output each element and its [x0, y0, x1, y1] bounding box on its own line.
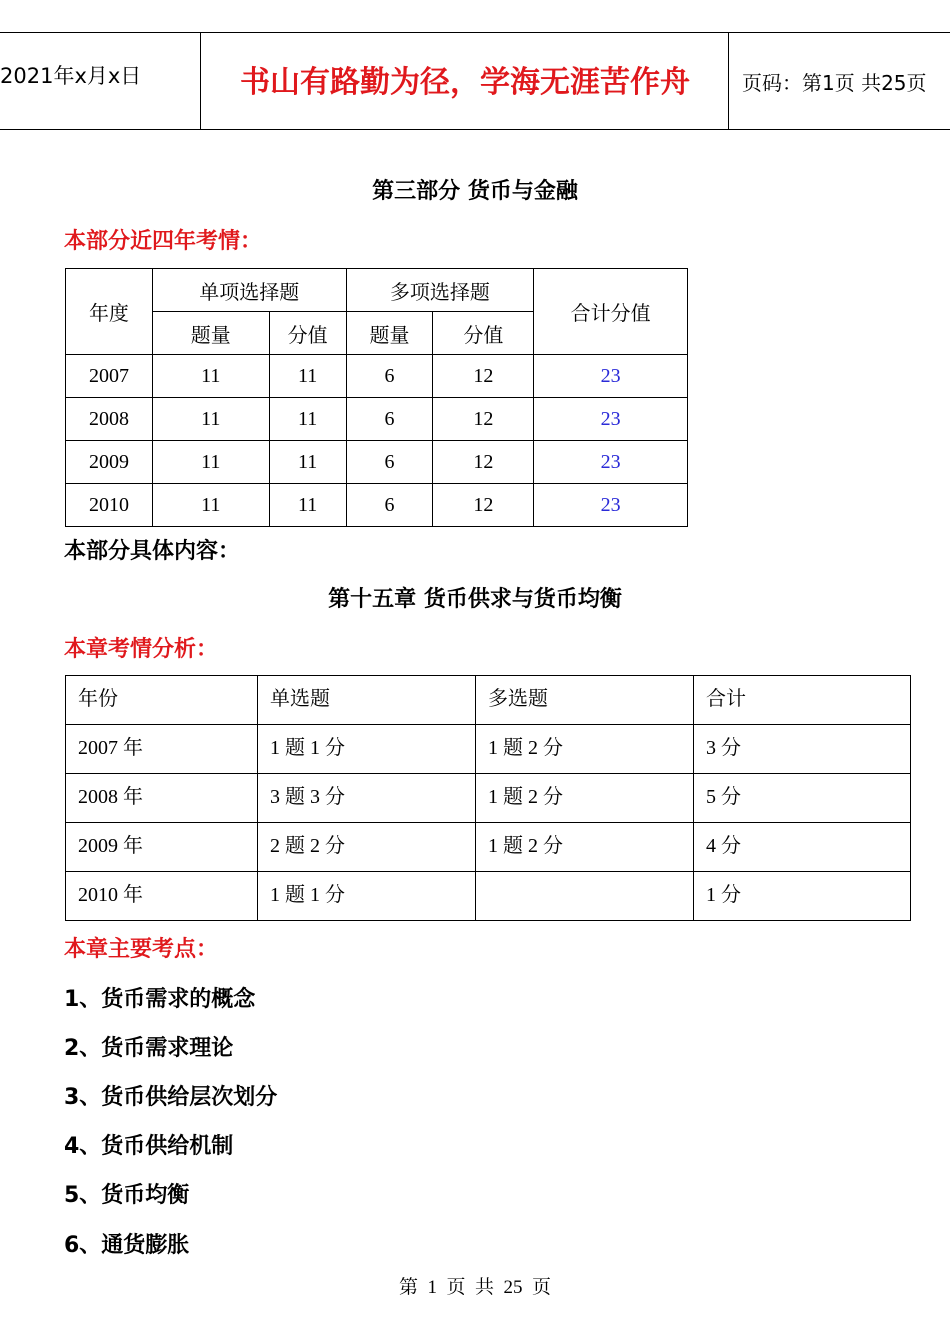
col-multi-header: 多项选择题: [346, 269, 534, 312]
cell-year: 2010 年: [66, 872, 258, 921]
cell-multi-score: 12: [433, 441, 534, 484]
header-motto: 书山有路勤为径，学海无涯苦作舟: [202, 33, 729, 129]
cell-single-count: 11: [152, 398, 269, 441]
cell-total: 5 分: [694, 774, 911, 823]
col-year-header: 年份: [66, 676, 258, 725]
cell-year: 2008: [66, 398, 153, 441]
cell-year: 2009: [66, 441, 153, 484]
cell-multi: 1 题 2 分: [476, 774, 694, 823]
cell-single: 2 题 2 分: [258, 823, 476, 872]
col-total-header: 合计: [694, 676, 911, 725]
cell-single-count: 11: [152, 355, 269, 398]
chapter-table: [65, 675, 911, 921]
cell-single-count: 11: [152, 484, 269, 527]
cell-multi-count: 6: [346, 484, 433, 527]
cell-year: 2008 年: [66, 774, 258, 823]
key-point-item: 6、通货膨胀: [64, 1233, 190, 1258]
cell-multi-count: 6: [346, 398, 433, 441]
table-row: [66, 774, 911, 823]
table-row: [66, 355, 688, 398]
sub-header-count: 题量: [346, 312, 433, 355]
cell-multi-score: 12: [433, 355, 534, 398]
cell-multi-count: 6: [346, 441, 433, 484]
cell-year: 2007: [66, 355, 153, 398]
key-point-item: 2、货币需求理论: [64, 1036, 234, 1061]
content-label: 本部分具体内容：: [64, 539, 241, 564]
key-point-item: 5、货币均衡: [64, 1183, 190, 1208]
cell-single: 1 题 1 分: [258, 725, 476, 774]
col-single-header: 单选题: [258, 676, 476, 725]
col-multi-header: 多选题: [476, 676, 694, 725]
chapter-analysis-label: 本章考情分析：: [64, 637, 219, 662]
cell-total: 1 分: [694, 872, 911, 921]
cell-single-count: 11: [152, 441, 269, 484]
header-page-info: 页码：第1页 共25页: [742, 71, 927, 95]
overview-table: [65, 268, 688, 527]
header-date: 2021年x月x日: [0, 33, 201, 129]
cell-single-score: 11: [269, 355, 346, 398]
table-row: [66, 484, 688, 527]
cell-total: 4 分: [694, 823, 911, 872]
key-points-label: 本章主要考点：: [64, 937, 219, 962]
cell-single: 3 题 3 分: [258, 774, 476, 823]
cell-single: 1 题 1 分: [258, 872, 476, 921]
col-single-header: 单项选择题: [152, 269, 346, 312]
sub-header-score: 分值: [269, 312, 346, 355]
cell-multi-score: 12: [433, 398, 534, 441]
table-row: [66, 823, 911, 872]
cell-total: 23: [534, 398, 688, 441]
table-header-row: [66, 676, 911, 725]
table-row: [66, 725, 911, 774]
cell-year: 2007 年: [66, 725, 258, 774]
cell-total: 23: [534, 484, 688, 527]
cell-total: 3 分: [694, 725, 911, 774]
key-point-item: 4、货币供给机制: [64, 1134, 234, 1159]
cell-multi: [476, 872, 694, 921]
page-footer: 第 1 页 共 25 页: [398, 1277, 551, 1298]
cell-year: 2009 年: [66, 823, 258, 872]
page-header: [0, 32, 950, 130]
table-row: [66, 872, 911, 921]
cell-year: 2010: [66, 484, 153, 527]
table-row: [66, 398, 688, 441]
exam-overview-label: 本部分近四年考情：: [64, 229, 263, 254]
cell-single-score: 11: [269, 398, 346, 441]
cell-multi-count: 6: [346, 355, 433, 398]
cell-single-score: 11: [269, 484, 346, 527]
sub-header-count: 题量: [152, 312, 269, 355]
col-total-header: 合计分值: [534, 269, 688, 355]
cell-single-score: 11: [269, 441, 346, 484]
cell-multi: 1 题 2 分: [476, 725, 694, 774]
part-title: 第三部分 货币与金融: [372, 179, 578, 204]
chapter-title: 第十五章 货币供求与货币均衡: [328, 587, 622, 612]
key-point-item: 3、货币供给层次划分: [64, 1085, 278, 1110]
cell-total: 23: [534, 355, 688, 398]
cell-multi: 1 题 2 分: [476, 823, 694, 872]
col-year-header: 年度: [66, 269, 153, 355]
cell-total: 23: [534, 441, 688, 484]
table-row: [66, 441, 688, 484]
cell-multi-score: 12: [433, 484, 534, 527]
sub-header-score: 分值: [433, 312, 534, 355]
key-point-item: 1、货币需求的概念: [64, 987, 256, 1012]
